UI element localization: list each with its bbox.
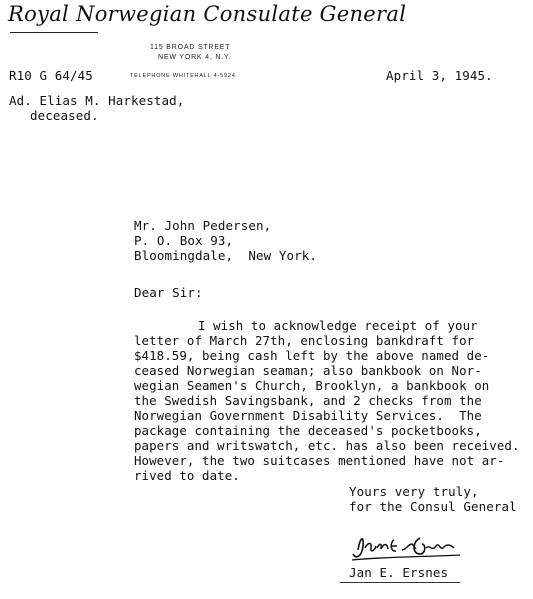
letterhead-city: NEW YORK 4, N.Y. bbox=[158, 54, 232, 61]
reference-number: R10 G 64/45 bbox=[9, 68, 93, 83]
body-line: wegian Seamen's Church, Brooklyn, a bankbook on bbox=[134, 378, 490, 393]
letterhead-street: 115 BROAD STREET bbox=[150, 44, 231, 51]
body-line: papers and writswatch, etc. has also been received. bbox=[134, 438, 520, 453]
subject-line: Ad. Elias M. Harkestad, bbox=[9, 93, 185, 108]
body-line: rived to date. bbox=[134, 468, 240, 483]
letterhead-rule bbox=[10, 32, 98, 33]
recipient-name: Mr. John Pedersen, bbox=[134, 218, 272, 233]
body-line: $418.59, being cash left by the above named de- bbox=[134, 348, 490, 363]
signatory-name: Jan E. Ersnes bbox=[349, 565, 449, 580]
letter-date: April 3, 1945. bbox=[386, 68, 493, 83]
signature-rule bbox=[340, 582, 460, 583]
letterhead-title: Royal Norwegian Consulate General bbox=[8, 2, 407, 26]
letterhead-telephone: TELEPHONE WHITEHALL 4-5924 bbox=[130, 73, 236, 79]
body-line: package containing the deceased's pocketbooks, bbox=[134, 423, 482, 438]
salutation: Dear Sir: bbox=[134, 285, 203, 300]
body-line: However, the two suitcases mentioned have not ar- bbox=[134, 453, 505, 468]
closing-line: Yours very truly, bbox=[349, 484, 479, 499]
body-line: Norwegian Government Disability Services. The bbox=[134, 408, 482, 423]
body-line: the Swedish Savingsbank, and 2 checks from the bbox=[134, 393, 482, 408]
subject-deceased: deceased. bbox=[30, 108, 99, 123]
body-line: letter of March 27th, enclosing bankdraft for bbox=[134, 333, 475, 348]
body-line: ceased Norwegian seaman; also bankbook on Nor- bbox=[134, 363, 482, 378]
handwritten-signature bbox=[350, 530, 465, 566]
recipient-city: Bloomingdale, New York. bbox=[134, 248, 318, 263]
closing-consul-line: for the Consul General bbox=[349, 499, 517, 514]
body-line: I wish to acknowledge receipt of your bbox=[198, 318, 478, 333]
recipient-box: P. O. Box 93, bbox=[134, 233, 234, 248]
